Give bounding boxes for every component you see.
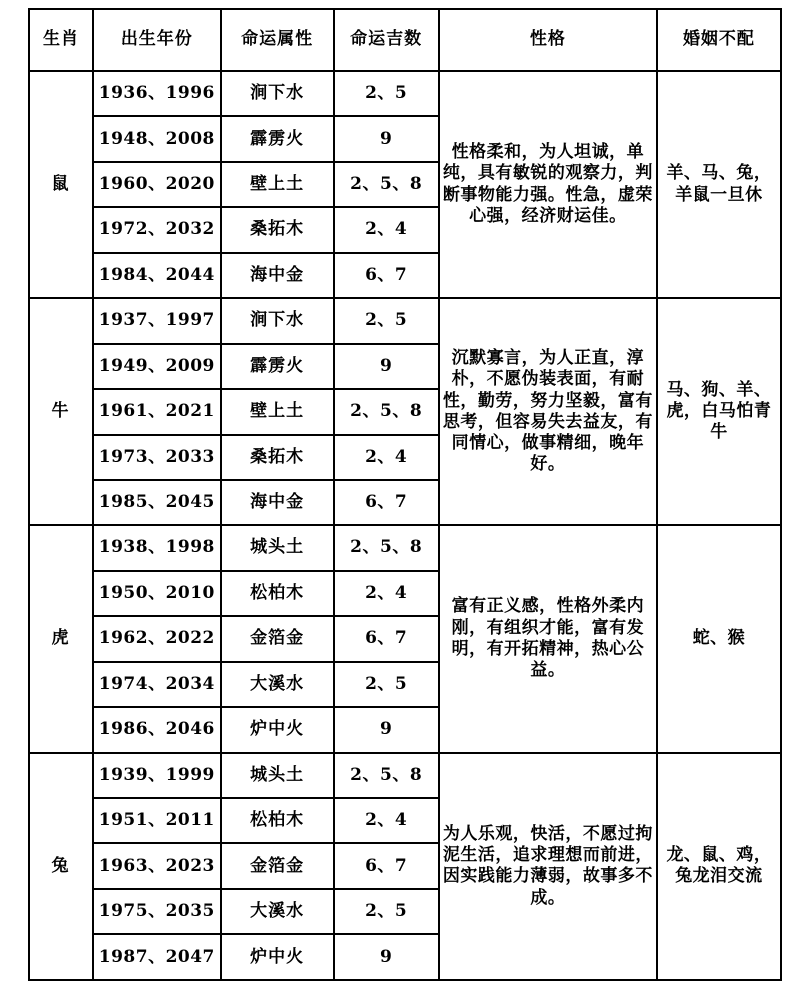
lucky-numbers-cell: 2、5、8 — [334, 389, 439, 434]
element-cell: 桑拓木 — [221, 435, 334, 480]
marriage-clash-cell: 龙、鼠、鸡，兔龙泪交流 — [657, 753, 781, 980]
table-row — [29, 71, 781, 116]
element-cell: 炉中火 — [221, 934, 334, 980]
birth-years-cell: 1985、2045 — [93, 480, 221, 525]
birth-years-cell: 1974、2034 — [93, 662, 221, 707]
personality-cell: 沉默寡言，为人正直，淳朴，不愿伪装表面，有耐性，勤劳，努力坚毅，富有思考，但容易失去益友，有同情心，做事精细，晚年好。 — [439, 298, 657, 525]
element-cell: 金箔金 — [221, 616, 334, 661]
element-cell: 炉中火 — [221, 707, 334, 752]
element-cell: 大溪水 — [221, 662, 334, 707]
element-cell: 壁上土 — [221, 389, 334, 434]
element-cell: 城头土 — [221, 525, 334, 570]
lucky-numbers-cell: 9 — [334, 344, 439, 389]
lucky-numbers-cell: 9 — [334, 707, 439, 752]
lucky-numbers-cell: 2、5 — [334, 662, 439, 707]
zodiac-table — [28, 8, 782, 981]
table-row — [29, 753, 781, 798]
birth-years-cell: 1975、2035 — [93, 889, 221, 934]
element-cell: 城头土 — [221, 753, 334, 798]
birth-years-cell: 1951、2011 — [93, 798, 221, 843]
birth-years-cell: 1960、2020 — [93, 162, 221, 207]
element-cell: 金箔金 — [221, 843, 334, 888]
column-header-marriage-clash: 婚姻不配 — [657, 9, 781, 71]
lucky-numbers-cell: 2、4 — [334, 435, 439, 480]
personality-cell: 富有正义感，性格外柔内刚，有组织才能，富有发明，有开拓精神，热心公益。 — [439, 525, 657, 752]
lucky-numbers-cell: 6、7 — [334, 843, 439, 888]
element-cell: 松柏木 — [221, 571, 334, 616]
marriage-clash-cell: 蛇、猴 — [657, 525, 781, 752]
birth-years-cell: 1987、2047 — [93, 934, 221, 980]
lucky-numbers-cell: 2、5、8 — [334, 753, 439, 798]
column-header-sign: 生肖 — [29, 9, 93, 71]
birth-years-cell: 1950、2010 — [93, 571, 221, 616]
birth-years-cell: 1973、2033 — [93, 435, 221, 480]
column-header-birth-years: 出生年份 — [93, 9, 221, 71]
element-cell: 松柏木 — [221, 798, 334, 843]
lucky-numbers-cell: 2、5、8 — [334, 525, 439, 570]
lucky-numbers-cell: 9 — [334, 934, 439, 980]
zodiac-sign-cell: 鼠 — [29, 71, 93, 298]
birth-years-cell: 1937、1997 — [93, 298, 221, 343]
lucky-numbers-cell: 2、5 — [334, 298, 439, 343]
birth-years-cell: 1972、2032 — [93, 207, 221, 252]
table-body — [29, 71, 781, 980]
column-header-personality: 性格 — [439, 9, 657, 71]
zodiac-sign-cell: 兔 — [29, 753, 93, 980]
zodiac-sign-cell: 虎 — [29, 525, 93, 752]
lucky-numbers-cell: 2、4 — [334, 207, 439, 252]
birth-years-cell: 1986、2046 — [93, 707, 221, 752]
lucky-numbers-cell: 2、4 — [334, 798, 439, 843]
column-header-lucky-numbers: 命运吉数 — [334, 9, 439, 71]
birth-years-cell: 1949、2009 — [93, 344, 221, 389]
birth-years-cell: 1961、2021 — [93, 389, 221, 434]
lucky-numbers-cell: 2、5 — [334, 889, 439, 934]
lucky-numbers-cell: 9 — [334, 116, 439, 161]
table-row — [29, 525, 781, 570]
birth-years-cell: 1939、1999 — [93, 753, 221, 798]
birth-years-cell: 1948、2008 — [93, 116, 221, 161]
element-cell: 海中金 — [221, 253, 334, 298]
zodiac-sign-cell: 牛 — [29, 298, 93, 525]
element-cell: 桑拓木 — [221, 207, 334, 252]
table-row — [29, 298, 781, 343]
table-header-row — [29, 9, 781, 71]
birth-years-cell: 1984、2044 — [93, 253, 221, 298]
marriage-clash-cell: 羊、马、兔，羊鼠一旦休 — [657, 71, 781, 298]
marriage-clash-cell: 马、狗、羊、虎，白马怕青牛 — [657, 298, 781, 525]
element-cell: 霹雳火 — [221, 344, 334, 389]
lucky-numbers-cell: 2、5、8 — [334, 162, 439, 207]
table-header — [29, 9, 781, 71]
element-cell: 壁上土 — [221, 162, 334, 207]
birth-years-cell: 1963、2023 — [93, 843, 221, 888]
lucky-numbers-cell: 6、7 — [334, 616, 439, 661]
element-cell: 海中金 — [221, 480, 334, 525]
lucky-numbers-cell: 6、7 — [334, 253, 439, 298]
personality-cell: 性格柔和，为人坦诚，单纯，具有敏锐的观察力，判断事物能力强。性急，虚荣心强，经济财运佳。 — [439, 71, 657, 298]
birth-years-cell: 1936、1996 — [93, 71, 221, 116]
lucky-numbers-cell: 2、5 — [334, 71, 439, 116]
birth-years-cell: 1962、2022 — [93, 616, 221, 661]
lucky-numbers-cell: 6、7 — [334, 480, 439, 525]
element-cell: 涧下水 — [221, 298, 334, 343]
personality-cell: 为人乐观，快活，不愿过拘泥生活，追求理想而前进，因实践能力薄弱，故事多不成。 — [439, 753, 657, 980]
element-cell: 霹雳火 — [221, 116, 334, 161]
element-cell: 涧下水 — [221, 71, 334, 116]
column-header-element: 命运属性 — [221, 9, 334, 71]
element-cell: 大溪水 — [221, 889, 334, 934]
birth-years-cell: 1938、1998 — [93, 525, 221, 570]
lucky-numbers-cell: 2、4 — [334, 571, 439, 616]
